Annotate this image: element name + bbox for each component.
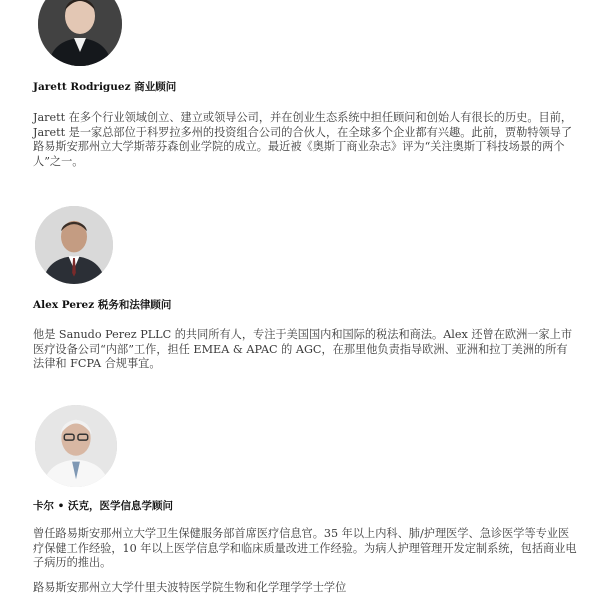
profile-name-line <box>33 79 176 94</box>
profile-name: 卡尔 • 沃克， <box>33 500 100 512</box>
profile-name-line <box>33 297 171 312</box>
portrait-photo <box>35 206 113 284</box>
profile-education: 路易斯安那州立大学什里夫波特医学院生物和化学理学学士学位 <box>33 581 347 594</box>
portrait-photo <box>38 0 122 66</box>
profile-name-line <box>33 498 173 513</box>
avatar <box>38 0 122 66</box>
profile-name: Alex Perez <box>33 299 95 311</box>
profile-bio: Jarett 在多个行业领域创立、建立或领导公司，并在创业生态系统中担任顾问和创始人有很长的历史。目前，Jarett 是一家总部位于科罗拉多州的投资组合公司的合伙人，在全球多个企业都有兴趣。此前，贾勒特领导了路易斯安那州立大学斯蒂芬森创业学院的成立。最近被《奥斯丁商业杂志》评为“关注奥斯丁科技场景的两个人”之一。 <box>33 111 573 168</box>
portrait-photo <box>35 405 117 487</box>
profile-role: 税务和法律顾问 <box>97 299 172 311</box>
profile-name: Jarett Rodriguez <box>33 81 131 93</box>
avatar <box>35 206 113 284</box>
profile-role: 医学信息学顾问 <box>99 500 174 512</box>
avatar <box>35 405 117 487</box>
profile-role: 商业顾问 <box>134 81 177 93</box>
profile-bio: 曾任路易斯安那州立大学卫生保健服务部首席医疗信息官。35 年以上内科、肺/护理医学、急诊医学等专业医疗保健工作经验，10 年以上医学信息学和临床质量改进工作经验。为病人护理管理开发定制系统，包括商业电子病历的推出。 <box>33 527 577 569</box>
profile-bio: 他是 Sanudo Perez PLLC 的共同所有人，专注于美国国内和国际的税法和商法。Alex 还曾在欧洲一家上市医疗设备公司“内部”工作，担任 EMEA & APAC 的 AGC，在那里他负责指导欧洲、亚洲和拉丁美洲的所有法律和 FCPA 合规事宜。 <box>33 328 573 370</box>
